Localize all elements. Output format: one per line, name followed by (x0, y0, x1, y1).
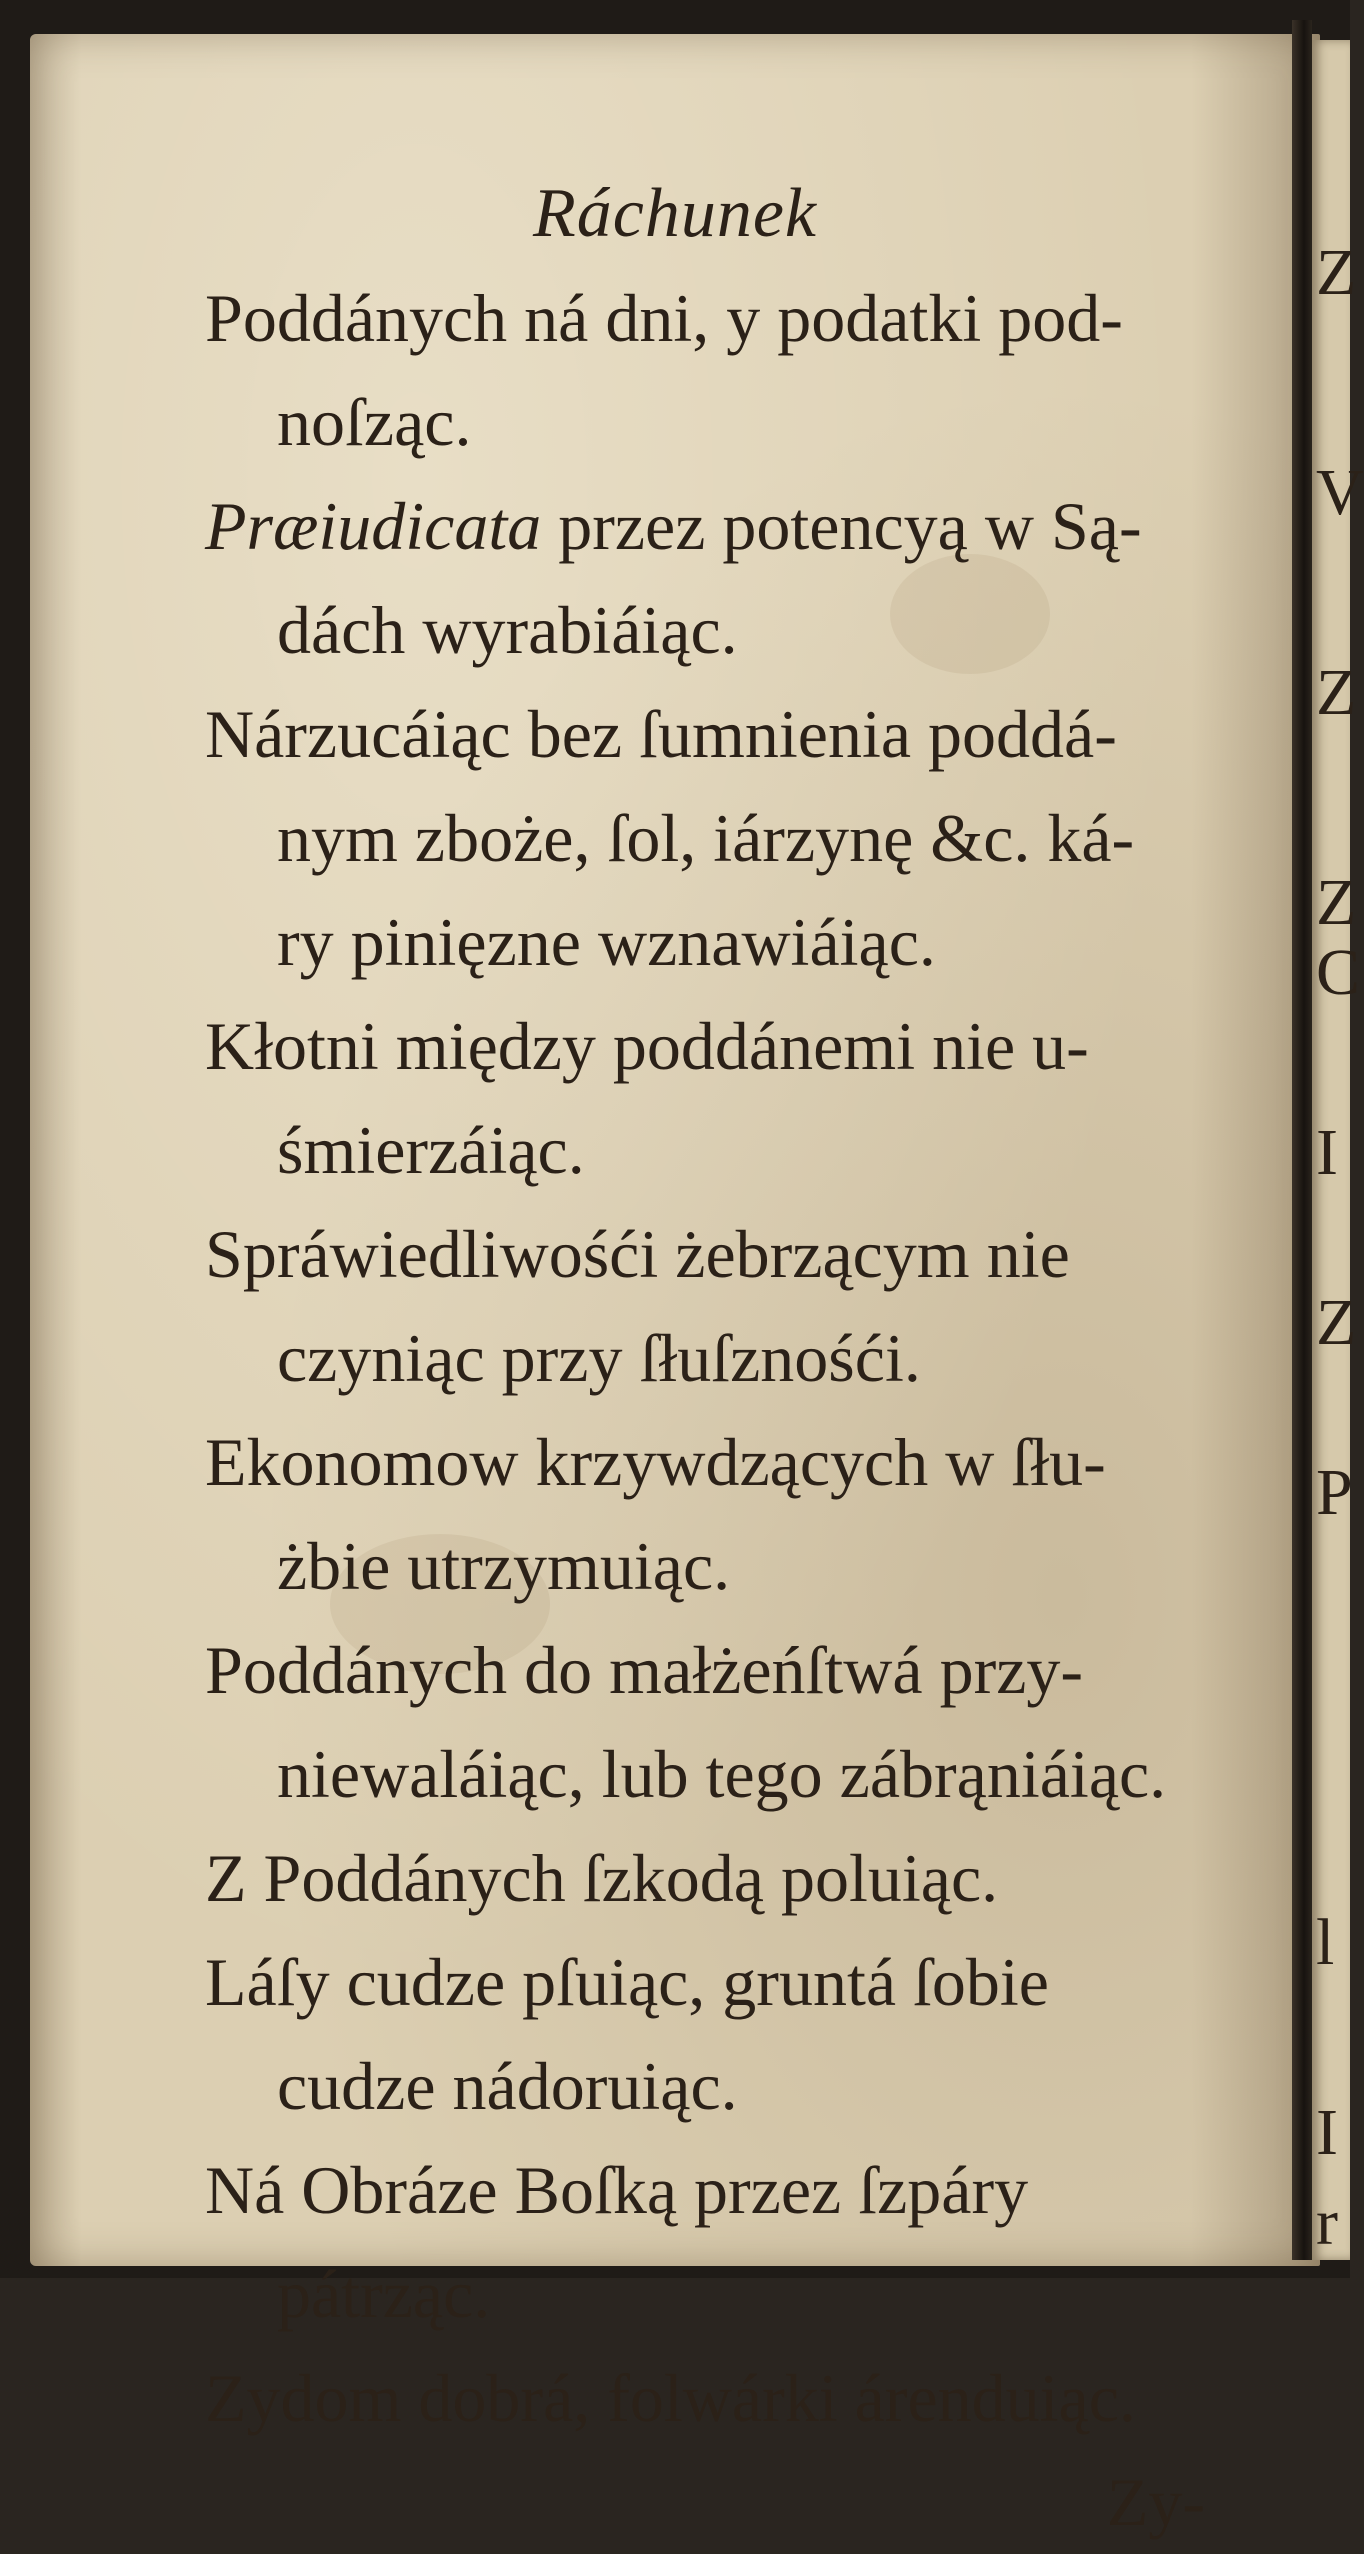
next-page-letter: r (1316, 2186, 1338, 2259)
text-line: niewaláiąc, lub tego zábrąniáiąc. (277, 1736, 1167, 1812)
text-line: Nárzucáiąc bez ſumnienia poddá- (205, 696, 1117, 772)
text-line: Láſy cudze pſuiąc, gruntá ſobie (205, 1944, 1049, 2020)
next-page-letter: Z (1316, 236, 1357, 309)
text-line: pátrząc. (277, 2256, 491, 2332)
running-head: Ráchunek (533, 175, 817, 252)
text-line-rest: przez potencyą w Są- (541, 488, 1142, 564)
next-page-letter: l (1316, 1906, 1335, 1979)
book-page (30, 34, 1320, 2540)
catchword: Zy- (1106, 2464, 1205, 2540)
text-line: ry pinięzne wznawiáiąc. (277, 904, 936, 980)
text-line: Z Poddánych ſzkodą poluiąc. (205, 1840, 999, 1916)
text-line: dách wyrabiáiąc. (277, 592, 738, 668)
next-page-letter: Z (1316, 866, 1357, 939)
next-page-letter: I (1316, 2096, 1338, 2169)
next-page-letter: I (1316, 1116, 1338, 1189)
text-line: śmierzáiąc. (277, 1112, 585, 1188)
text-line: Zydom dobrá, folwárki árenduiąc. (205, 2360, 1136, 2436)
text-line: noſząc. (277, 384, 472, 460)
book-gutter (1292, 20, 1312, 2260)
text-line: nym zboże, ſol, iárzynę &c. ká- (277, 800, 1135, 876)
next-page-letter: Z (1316, 1286, 1357, 1359)
text-line: Kłotni między poddánemi nie u- (205, 1008, 1089, 1084)
text-line: cudze nádoruiąc. (277, 2048, 738, 2124)
page-text (205, 266, 1305, 2554)
text-line (205, 474, 1305, 578)
text-line: czyniąc przy ſłuſznośći. (277, 1320, 921, 1396)
text-line: żbie utrzymuiąc. (277, 1528, 731, 1604)
text-line: Ekonomow krzywdzących w ſłu- (205, 1424, 1106, 1500)
text-line: Poddánych ná dni, y podatki pod- (205, 280, 1123, 356)
next-page-letter: Z (1316, 656, 1357, 729)
next-page-letter: P (1316, 1456, 1353, 1529)
next-page-letter: V (1316, 456, 1364, 529)
text-line: Spráwiedliwośći żebrzącym nie (205, 1216, 1070, 1292)
text-line: Ná Obráze Boſką przez ſzpáry (205, 2152, 1029, 2228)
latin-term: Præiudicata (205, 488, 542, 564)
next-page-letter: C (1316, 936, 1361, 1009)
next-page-edge (1312, 40, 1364, 2260)
text-line: Poddánych do małżeńſtwá przy- (205, 1632, 1084, 1708)
